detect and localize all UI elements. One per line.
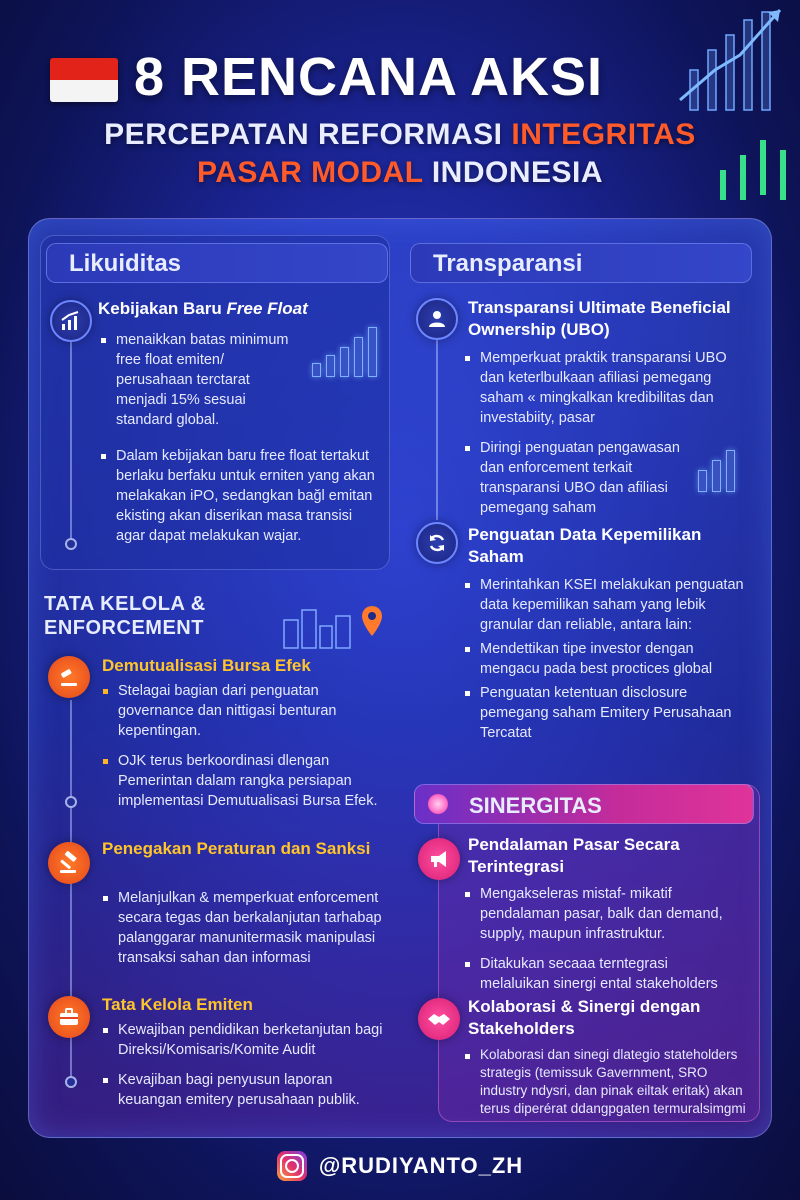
- demutualisasi-bullets: [102, 681, 387, 821]
- list-item: Kevajiban bagi penyusun laporan keuangan emitery perusahaan publik.: [102, 1070, 387, 1110]
- item-title-free-float: Kebijakan Baru Free Float: [98, 299, 308, 318]
- list-item: Kolaborasi dan sinegi dlategio stateholders strategis (temissuk Gavernment, SRO industry ndysri, dan pinak eiltak eritak) akan terus diperérat ddangpgaten termuralsimgmi: [464, 1046, 746, 1118]
- data-kepemilikan-bullets: [464, 575, 744, 747]
- list-item: Melanjulkan & memperkuat enforcement secara tegas dan berkalanjutan tarhabap palanggarar manunitermasik manipulasi transaksi sahan dan informasi: [102, 888, 387, 968]
- timeline-line: [70, 340, 72, 540]
- item-title-demutualisasi: Demutualisasi Bursa Efek: [102, 656, 311, 675]
- chart-growth-icon: [50, 300, 92, 342]
- megaphone-icon: [418, 838, 460, 880]
- list-item: OJK terus berkoordinasi dlengan Pemerintan dalam rangka persiapan implementasi Demutualisasi Bursa Efek.: [102, 751, 387, 811]
- item-title-ubo: Transparansi Ultimate Beneficial Ownership (UBO): [468, 298, 731, 339]
- item-title-kolaborasi: Kolaborasi & Sinergi dengan Stakeholders: [468, 997, 701, 1038]
- header: [0, 30, 800, 200]
- instagram-icon[interactable]: [277, 1151, 307, 1181]
- list-item: Stelagai bagian dari penguatan governance dan nittigasi benturan kepentingan.: [102, 681, 387, 741]
- page-title: 8 RENCANA AKSI: [134, 47, 604, 107]
- timeline-dot: [65, 538, 77, 550]
- list-item: Merintahkan KSEI melakukan penguatan data kepemilikan saham yang lebik granular dan reliable, antara lain:: [464, 575, 744, 635]
- item-title-pendalaman: Pendalaman Pasar Secara Terintegrasi: [468, 835, 680, 876]
- list-item: Penguatan ketentuan disclosure pemegang saham Emitery Perusahaan Tercatat: [464, 683, 744, 743]
- timeline-dot: [65, 796, 77, 808]
- section-heading-sinergitas: SINERGITAS: [414, 784, 754, 824]
- indonesia-flag-icon: [50, 58, 118, 102]
- page-subtitle-line2: PASAR MODAL INDONESIA: [196, 156, 604, 189]
- list-item: Kewajiban pendidikan berketanjutan bagi Direksi/Komisaris/Komite Audit: [102, 1020, 387, 1060]
- item-title-penegakan: Penegakan Peraturan dan Sanksi: [102, 839, 371, 858]
- social-handle[interactable]: @RUDIYANTO_ZH: [318, 1153, 524, 1178]
- page-subtitle-line1: PERCEPATAN REFORMASI INTEGRITAS: [104, 118, 696, 151]
- gavel-hand-icon: [48, 656, 90, 698]
- user-shield-icon: [416, 298, 458, 340]
- refresh-icon: [416, 522, 458, 564]
- gavel-icon: [48, 842, 90, 884]
- kolaborasi-bullets: [464, 1046, 746, 1128]
- list-item: Dalam kebijakan baru free float tertakut berlaku berfaku untuk erniten yang akan melakakan iPO, sedangkan bağl emitan ekisting akan diserikan masa transisi agar dapat melakukan wajar.: [100, 446, 380, 546]
- list-item: menaikkan batas minimum free float emiten/ perusahaan terctarat menjadi 15% sesuai standard global.: [100, 330, 300, 430]
- sinergitas-bullet-icon: [428, 794, 448, 814]
- section-heading-tata-kelola: TATA KELOLA & ENFORCEMENT: [44, 593, 206, 639]
- item-title-data-kepemilikan: Penguatan Data Kepemilikan Saham: [468, 525, 702, 566]
- briefcase-icon: [48, 996, 90, 1038]
- item-title-tata-kelola-emiten: Tata Kelola Emiten: [102, 995, 253, 1014]
- ubo-bullets: [464, 348, 740, 528]
- section-heading-likuiditas: Likuiditas: [46, 243, 388, 283]
- penegakan-bullets: [102, 888, 387, 978]
- list-item: Mendettikan tipe investor dengan mengacu pada best proctices global: [464, 639, 744, 679]
- list-item: Mengakseleras mistaf- mikatif pendalaman pasar, balk dan demand, supply, maupun infrastruktur.: [464, 884, 740, 944]
- city-map-pin-icon: [280, 600, 390, 650]
- list-item: Diringi penguatan pengawasan dan enforcement terkait transparansi UBO dan afiliasi pemegang saham: [464, 438, 694, 518]
- handshake-icon: [418, 998, 460, 1040]
- list-item: Ditakukan secaaa terntegrasi melaluikan sinergi ental stakeholders: [464, 954, 740, 994]
- tata-kelola-emiten-bullets: [102, 1020, 387, 1120]
- timeline-dot: [65, 1076, 77, 1088]
- timeline-line: [436, 340, 438, 520]
- pendalaman-bullets: [464, 884, 740, 1004]
- list-item: Memperkuat praktik transparansi UBO dan keterlbulkaan afiliasi pemegang saham « mingkalkan kredibilitas dan investabiity, pasar: [464, 348, 740, 428]
- section-heading-transparansi: Transparansi: [410, 243, 752, 283]
- likuiditas-bullets: [100, 330, 380, 556]
- footer: [0, 1146, 800, 1186]
